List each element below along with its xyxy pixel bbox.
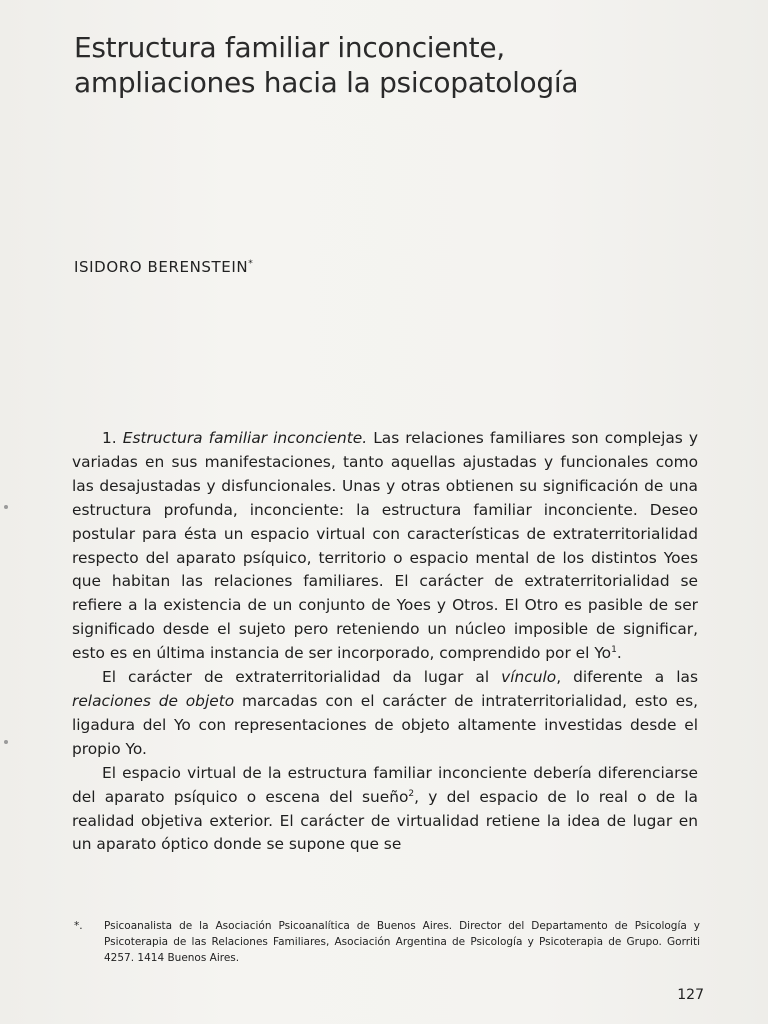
footnote [74, 918, 700, 966]
footnote-marker: *. [74, 920, 83, 932]
paragraph-1-end: . [616, 644, 622, 663]
paragraph-3 [72, 762, 698, 858]
paragraph-2-text-a: El carácter de extraterritorialidad da lugar al [102, 668, 490, 687]
scan-speck [4, 740, 8, 744]
title-line-1: Estructura familiar inconciente, [74, 31, 505, 64]
section-heading: Estructura familiar inconciente. [122, 429, 368, 447]
footnote-ref-2: 2 [408, 788, 415, 799]
paragraph-1 [72, 427, 698, 666]
title-line-2: ampliaciones hacia la psicopatología [74, 66, 579, 99]
paragraph-2-text-c: marcadas con el carácter de intraterritorialidad, esto es, ligadura del Yo con representaciones de objeto altamente investidas desde el propio Yo. [72, 691, 698, 758]
author-name [74, 258, 253, 276]
article-title [74, 30, 694, 100]
article-body [72, 427, 698, 857]
term-relaciones-de-objeto: relaciones de objeto [72, 691, 235, 710]
section-number: 1. [102, 429, 117, 447]
footnote-text: Psicoanalista de la Asociación Psicoanalítica de Buenos Aires. Director del Departamento de Psicología y Psicoterapia de las Relaciones Familiares, Asociación Argentina de Psicología y Psicoterapia de Grupo. Gorriti 4257. 1414 Buenos Aires. [104, 920, 700, 964]
page-number: 127 [677, 987, 704, 1003]
term-vinculo: vínculo [501, 668, 557, 687]
author-footnote-marker: * [248, 259, 254, 269]
paragraph-3-text-b: , y del espacio de lo real o de la realidad objetiva exterior. El carácter de virtualidad retiene la idea de lugar en un aparato óptico donde se supone que se [72, 787, 698, 854]
footnote-ref-1: 1 [611, 645, 617, 656]
paragraph-1-text: Las relaciones familiares son complejas y variadas en sus manifestaciones, tanto aquellas ajustadas y funcionales como las desajustadas y disfuncionales. Unas y otras obtienen su significación de una estructura profunda, inconciente: la estructura familiar inconciente. Deseo postular para ésta un espacio virtual con características de extraterritorialidad respecto del aparato psíquico, territorio o espacio mental de los distintos Yoes que habitan las relaciones familiares. El carácter de extraterritorialidad se refiere a la existencia de un conjunto de Yoes y Otros. El Otro es pasible de ser significado desde el sujeto pero reteniendo un núcleo imposible de significar, esto es en última instancia de ser incorporado, comprendido por el Yo [72, 429, 698, 663]
scan-speck [4, 505, 8, 509]
paragraph-2 [72, 666, 698, 762]
paragraph-3-text-a: El espacio virtual de la estructura familiar inconciente debería diferenciarse del aparato psíquico o escena del sueño [72, 763, 698, 806]
author-name-text: ISIDORO BERENSTEIN [74, 258, 249, 276]
paragraph-2-text-b: , diferente a las [556, 668, 698, 687]
